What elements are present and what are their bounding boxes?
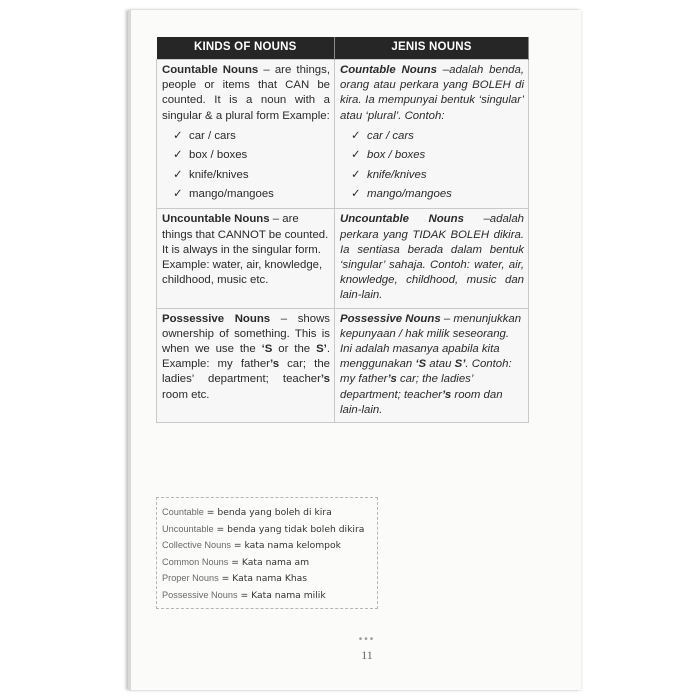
list-item [351,166,524,185]
possessive-text-ms: car; the ladies’ department; teacher [340,373,473,401]
glossary-term: Uncountable [162,523,214,534]
glossary-meaning: = Kata nama Khas [218,573,308,585]
glossary-item [162,570,377,587]
check-icon: ✓ [173,129,183,142]
glossary-item [162,504,377,521]
glossary-term: Proper Nouns [162,573,219,584]
possessive-suffix-ms: S’ [454,358,466,371]
table-header-row [157,37,529,60]
list-item [173,127,330,146]
example-text: car / cars [367,129,414,142]
example-text: box / boxes [367,149,426,162]
glossary-item [162,554,377,571]
possessive-text-ms: . Contoh: my father [340,358,512,386]
glossary-meaning: = kata nama kelompok [230,540,341,552]
glossary-item [162,537,377,554]
page-ornament-dots: ••• [358,634,376,645]
glossary-meaning: = benda yang tidak boleh dikira [213,523,365,535]
possessive-text-ms: room dan lain-lain. [340,388,503,416]
countable-term-ms: Countable Nouns [340,64,437,76]
check-icon: ✓ [173,149,183,162]
check-icon: ✓ [173,187,183,200]
possessive-text: or the [272,343,317,355]
possessive-suffix: ’s [269,358,280,371]
countable-definition-ms: –adalah benda, orang atau perkara yang BOLEH di kira. Ia mempunyai bentuk ‘singular’ atau ‘plural’. Contoh: [340,64,524,122]
possessive-suffix: S’ [316,343,327,355]
possessive-suffix: ’s [320,373,330,386]
possessive-text: car; the ladies’ department; teacher [162,358,331,386]
list-item [173,166,330,185]
glossary-term: Possessive Nouns [162,589,238,600]
check-icon: ✓ [173,168,183,181]
example-text: mango/mangoes [189,187,274,200]
check-icon: ✓ [351,187,361,200]
possessive-suffix-ms: ’s [441,388,452,401]
uncountable-definition: – are things that CANNOT be counted. It is always in the singular form. Example: water, air, knowledge, childhood, music etc. [162,213,329,287]
possessive-text: room etc. [162,388,210,401]
check-icon: ✓ [351,168,361,181]
countable-malay-cell [335,60,529,209]
list-item [351,127,524,146]
countable-malay-text [340,63,524,124]
possessive-text: – shows ownership of something. This is when we use the [162,312,330,355]
possessive-suffix: ‘S [261,343,273,355]
table-row-countable [157,60,529,209]
uncountable-english-cell [157,209,335,308]
table-row-uncountable [157,209,529,308]
check-icon: ✓ [351,129,361,142]
glossary-meaning: = Kata nama am [228,556,310,568]
possessive-suffix-ms: ‘S [415,358,427,371]
glossary-term: Countable [162,507,204,517]
glossary-meaning: = Kata nama milik [237,589,326,601]
glossary-item [162,521,377,538]
example-text: knife/knives [367,168,427,181]
glossary-term: Common Nouns [162,556,229,567]
possessive-english-cell [157,308,335,422]
header-kinds-of-nouns: KINDS OF NOUNS [157,37,335,60]
example-text: knife/knives [189,168,249,181]
check-icon: ✓ [351,149,361,162]
glossary-box [156,497,378,609]
page-number: 11 [361,648,373,662]
uncountable-definition-ms: –adalah perkara yang TIDAK BOLEH dikira. Ia sentiasa berada dalam bentuk ‘singular’ sahaja. Contoh: water, air, knowledge, childhood, music dan lain-lain. [340,213,524,302]
glossary-term: Collective Nouns [162,540,231,551]
glossary-item [162,587,377,604]
countable-definition: – are things, people or items that CAN be counted. It is a noun with a singular & a plural form Example: [162,64,330,122]
countable-english-text [162,63,330,124]
possessive-suffix-ms: ’s [387,373,397,386]
glossary-meaning: = benda yang boleh di kira [203,507,332,518]
possessive-text-ms: atau [426,358,455,371]
countable-english-cell [157,60,335,209]
example-text: mango/mangoes [367,187,452,200]
example-text: car / cars [189,129,236,142]
list-item [351,185,524,204]
example-text: box / boxes [189,149,248,162]
possessive-text: . Example: my father [162,343,330,371]
list-item [173,185,330,204]
possessive-malay-cell [335,308,529,422]
possessive-term-ms: Possessive Nouns [340,312,441,325]
header-jenis-nouns: JENIS NOUNS [335,37,529,60]
table-row-possessive [157,308,529,422]
uncountable-term-ms: Uncountable Nouns [340,213,464,226]
countable-examples-list [162,127,330,205]
possessive-text-ms: – menunjukkan kepunyaan / hak milik seseorang. Ini adalah masanya apabila kita menggunakan [340,312,522,371]
possessive-term: Possessive Nouns [162,312,271,325]
countable-term: Countable Nouns [162,64,259,76]
uncountable-malay-cell [335,209,529,308]
uncountable-term: Uncountable Nouns [162,213,270,226]
book-page [128,10,581,690]
list-item [173,146,330,165]
countable-examples-list-ms [340,127,524,205]
list-item [351,146,524,165]
nouns-table [156,37,529,423]
